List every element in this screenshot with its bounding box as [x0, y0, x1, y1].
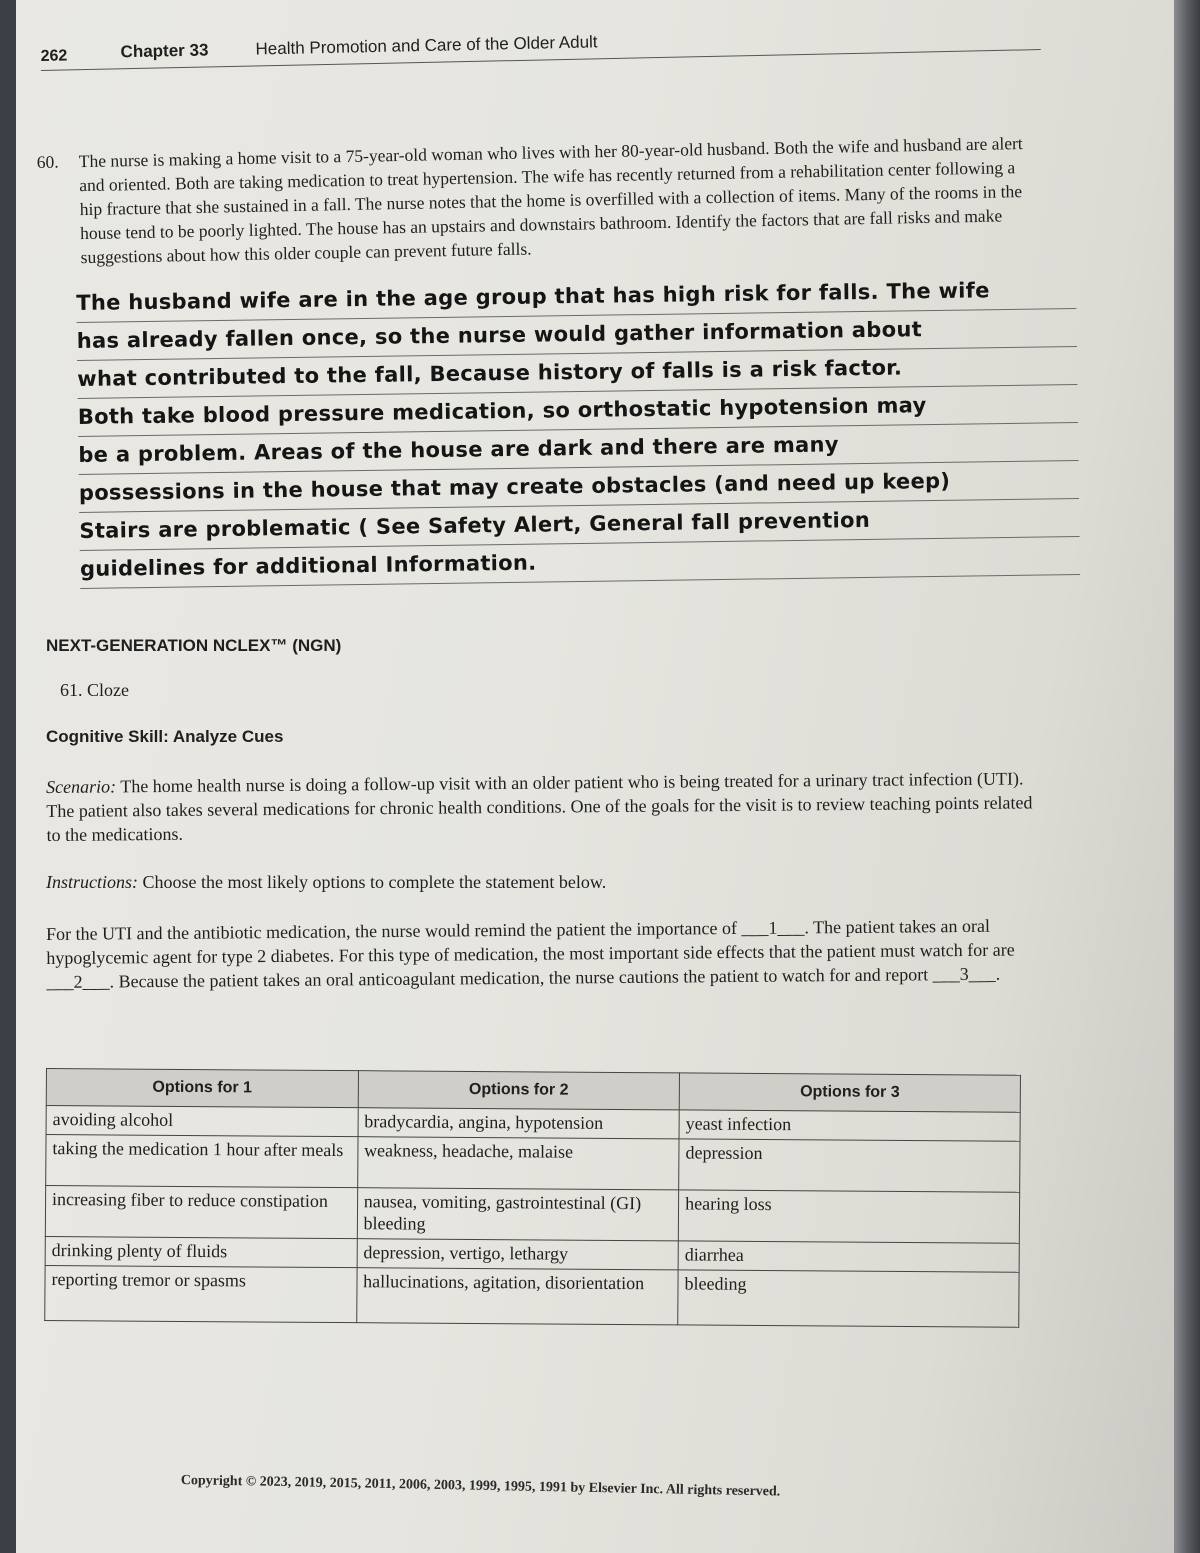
- workbook-page: [16, 0, 1182, 1553]
- option-cell: taking the medication 1 hour after meals: [46, 1135, 358, 1188]
- options-table: [44, 1068, 1021, 1328]
- cognitive-skill-heading: Cognitive Skill: Analyze Cues: [46, 727, 284, 746]
- answer-line: Both take blood pressure medication, so orthostatic hypotension may: [78, 385, 1078, 437]
- answer-line: Stairs are problematic ( See Safety Alert, General fall prevention: [79, 499, 1079, 551]
- table-row: [46, 1135, 1020, 1193]
- question-60: [36, 101, 1026, 268]
- option-cell: yeast infection: [679, 1110, 1020, 1141]
- instructions-label: Instructions:: [46, 872, 138, 892]
- option-cell: bradycardia, angina, hypotension: [358, 1108, 680, 1139]
- option-cell: hallucinations, agitation, disorientation: [356, 1268, 678, 1325]
- scenario: [46, 766, 1037, 847]
- blank-2: ___2___: [46, 971, 110, 992]
- page-header: [40, 5, 1041, 71]
- section-heading: NEXT-GENERATION NCLEX™ (NGN): [46, 636, 342, 655]
- copyright-notice: Copyright © 2023, 2019, 2015, 2011, 2006, 2003, 1999, 1995, 1991 by Elsevier Inc. All rights reserved.: [180, 1473, 781, 1500]
- blank-1: ___1___: [741, 917, 805, 938]
- column-header: Options for 3: [679, 1073, 1020, 1112]
- scenario-label: Scenario:: [46, 776, 117, 797]
- option-cell: increasing fiber to reduce constipation: [45, 1186, 357, 1239]
- answer-line: possessions in the house that may create obstacles (and need up keep): [79, 461, 1079, 513]
- option-cell: depression, vertigo, lethargy: [357, 1239, 679, 1270]
- answer-line: has already fallen once, so the nurse would gather information about: [77, 309, 1077, 361]
- instructions: [46, 872, 1036, 893]
- answer-line: be a problem. Areas of the house are dark and there are many: [78, 423, 1078, 475]
- option-cell: avoiding alcohol: [46, 1106, 358, 1137]
- book-spine-shadow: [1174, 0, 1200, 1553]
- statement-text: .: [995, 963, 1001, 984]
- question-text: The nurse is making a home visit to a 75-year-old woman who lives with her 80-year-old husband. Both the wife and husband are alert and oriented. Both are taking medication to treat hypertension. The wife has recently returned from a rehabilitation center following a hip fracture that she sustained in a fall. The nurse notes that the home is overfilled with a collection of items. Many of the rooms in the house tend to be poorly lighted. The house has an upstairs and downstairs bathroom. Identify the factors that are fall risks and make suggestions about how this older couple can prevent future falls.: [78, 133, 1023, 268]
- handwritten-answer: [76, 271, 1080, 589]
- blank-3: ___3___: [932, 963, 996, 985]
- option-cell: weakness, headache, malaise: [357, 1137, 679, 1190]
- page-number: 262: [40, 47, 68, 65]
- column-header: Options for 2: [358, 1071, 680, 1110]
- option-cell: drinking plenty of fluids: [45, 1236, 357, 1267]
- question-number: 60.: [36, 151, 59, 172]
- chapter-title: Health Promotion and Care of the Older Adult: [255, 32, 598, 59]
- statement-text: . Because the patient takes an oral anticoagulant medication, the nurse cautions the patient to watch for and report: [109, 964, 933, 992]
- statement-text: . The patient takes an oral hypoglycemic agent for type 2 diabetes. For this type of medication, the most important side effects that the patient must watch for are: [46, 915, 1015, 968]
- scenario-text: The home health nurse is doing a follow-up visit with an older patient who is being treated for a urinary tract infection (UTI). The patient also takes several medications for chronic health conditions. One of the goals for the visit is to review teaching points related to the medications.: [46, 768, 1033, 845]
- table-row: [45, 1265, 1019, 1327]
- answer-line: what contributed to the fall, Because history of falls is a risk factor.: [77, 347, 1077, 399]
- option-cell: hearing loss: [678, 1190, 1019, 1243]
- question-61-label: 61. Cloze: [60, 680, 129, 700]
- answer-line: The husband wife are in the age group that has high risk for falls. The wife: [76, 271, 1076, 323]
- statement-text: For the UTI and the antibiotic medication, the nurse would remind the patient the importance of: [46, 917, 742, 944]
- chapter-label: Chapter 33: [120, 40, 209, 62]
- option-cell: reporting tremor or spasms: [45, 1265, 357, 1322]
- cloze-statement: [46, 913, 1032, 994]
- answer-line: guidelines for additional Information.: [80, 537, 1080, 589]
- option-cell: bleeding: [678, 1270, 1019, 1327]
- column-header: Options for 1: [46, 1069, 358, 1108]
- option-cell: depression: [679, 1139, 1020, 1192]
- table-row: [45, 1186, 1019, 1244]
- option-cell: diarrhea: [678, 1241, 1019, 1272]
- option-cell: nausea, vomiting, gastrointestinal (GI) bleeding: [357, 1188, 679, 1241]
- instructions-text: Choose the most likely options to complete the statement below.: [142, 872, 607, 892]
